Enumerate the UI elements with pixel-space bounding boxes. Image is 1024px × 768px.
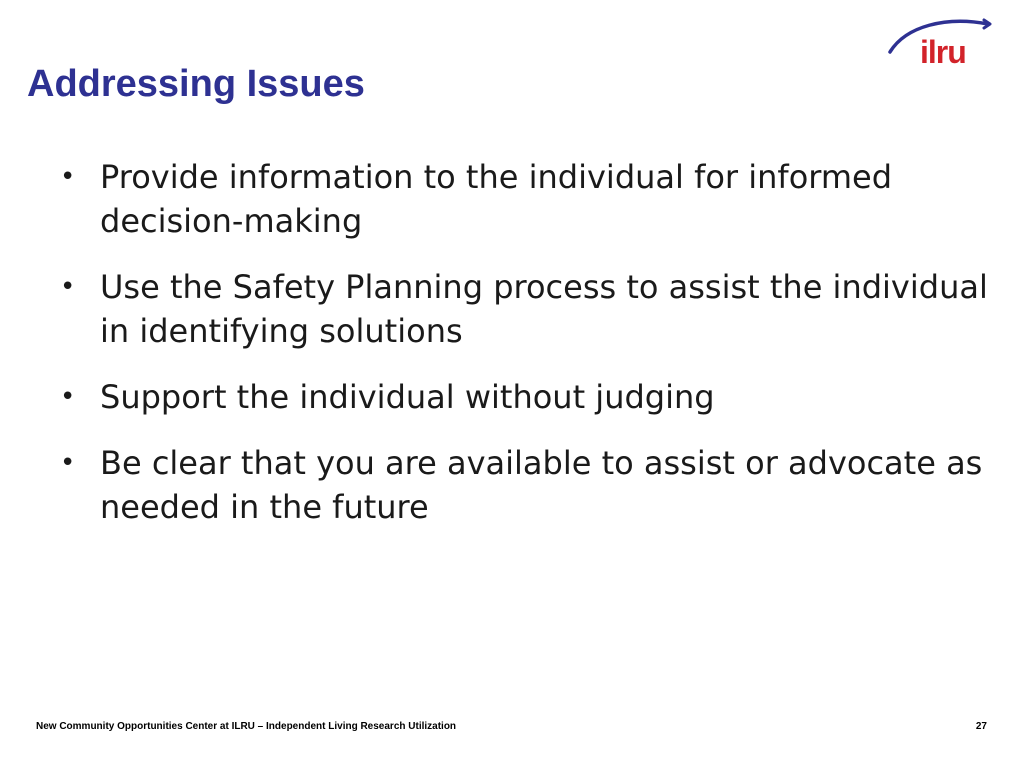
page-number: 27 [975, 721, 987, 732]
bullet-item [60, 441, 990, 529]
bullet-icon: • [60, 272, 76, 302]
bullet-text: Provide information to the individual for informed decision-making [100, 158, 893, 240]
bullet-item [60, 375, 990, 419]
bullet-text: Support the individual without judging [100, 378, 715, 416]
bullet-icon: • [60, 162, 76, 192]
logo-text: ilru [920, 34, 966, 70]
bullet-item [60, 265, 990, 353]
bullet-icon: • [60, 448, 76, 478]
ilru-logo [884, 16, 994, 74]
slide-title: Addressing Issues [27, 63, 365, 105]
bullet-text: Be clear that you are available to assist or advocate as needed in the future [100, 444, 983, 526]
footer-text: New Community Opportunities Center at ILRU – Independent Living Research Utilization [36, 721, 457, 732]
bullet-icon: • [60, 382, 76, 412]
bullet-item [60, 155, 990, 243]
bullet-text: Use the Safety Planning process to assist the individual in identifying solutions [100, 268, 988, 350]
bullet-list [60, 155, 990, 551]
